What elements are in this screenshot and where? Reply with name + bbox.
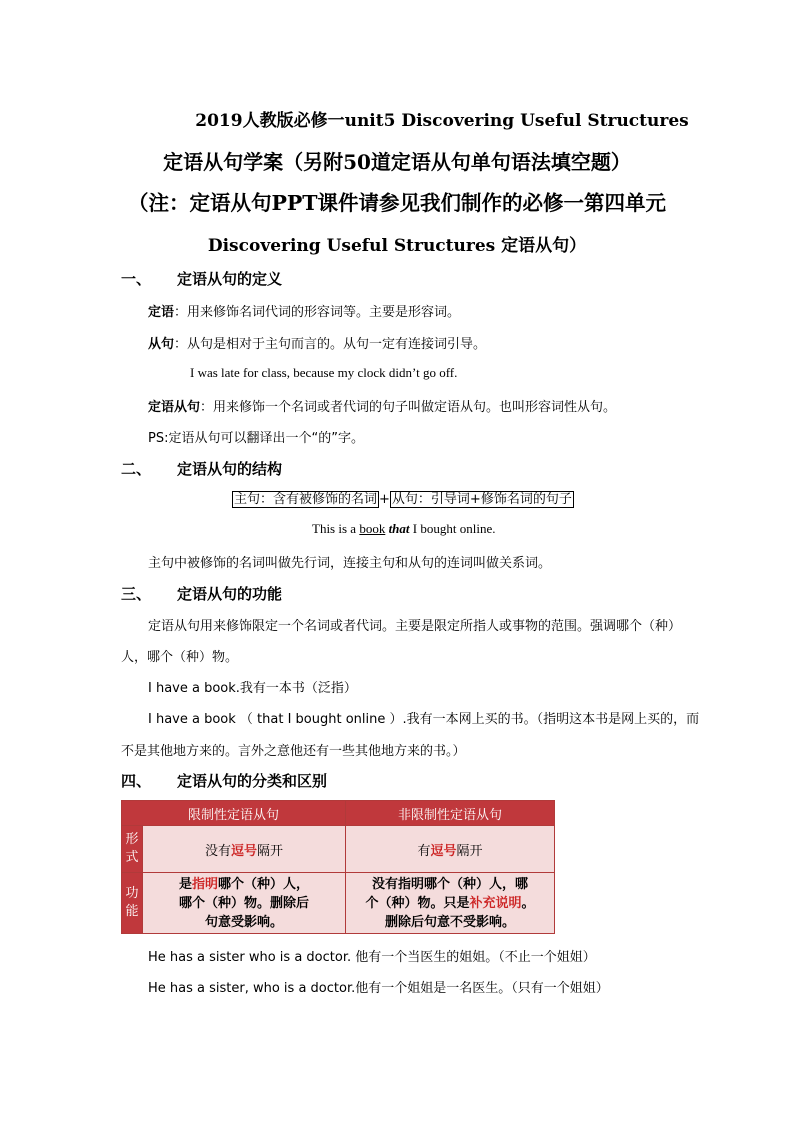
- header-restrictive: 限制性定语从句: [122, 801, 346, 826]
- cell-text: 隔开: [257, 843, 284, 859]
- cell-text: 没有指明哪个（种）人，哪: [371, 876, 528, 892]
- ex-pre: This is a: [312, 521, 360, 536]
- row-label-function: 功能: [122, 873, 143, 934]
- cell-text: 哪个（种）物。删除后: [178, 895, 309, 911]
- section3-example2-line1: I have a book （ that I bought online ）.我有一本网上买的书。（指明这本书是网上买的，而: [148, 712, 700, 727]
- cell-nonrestrictive-form: [346, 826, 555, 873]
- cell-lines: [347, 875, 553, 932]
- def-dingyucongju-text: ：用来修饰一个名词或者代词的句子叫做定语从句。也叫形容词性从句。: [200, 400, 617, 415]
- cell-nonrestrictive-function: [346, 873, 555, 934]
- cell-restrictive-function: [143, 873, 346, 934]
- highlight-comma: 逗号: [430, 843, 457, 859]
- section3-example1: I have a book.我有一本书（泛指）: [148, 681, 357, 696]
- section4-example2: He has a sister, who is a doctor.他有一个姐姐是一名医生。（只有一个姐姐）: [148, 981, 609, 996]
- main-clause-box: 主句：含有被修饰的名词: [234, 492, 378, 507]
- section1-def-dingyucongju: [148, 396, 616, 415]
- def-dingyu-text: ：用来修饰名词代词的形容词等。主要是形容词。: [174, 305, 461, 320]
- section1-ps: PS:定语从句可以翻译出一个“的”字。: [148, 431, 364, 446]
- cell-text: 有: [417, 843, 431, 859]
- term-dingyucongju: 定语从句: [148, 400, 201, 415]
- section2-example: [312, 521, 495, 537]
- highlight-supplement: 补充说明: [469, 895, 522, 911]
- cell-text: 。: [521, 895, 535, 911]
- section3-example2-line2: 不是其他地方来的。言外之意他还有一些其他地方来的书。）: [121, 744, 466, 759]
- section1-example: I was late for class, because my clock didn’t go off.: [190, 365, 458, 380]
- section1-title: 定语从句的定义: [177, 270, 283, 288]
- section1-number: 一、: [121, 270, 152, 288]
- cell-text: 句意受影响。: [204, 914, 283, 930]
- comparison-table: [121, 800, 555, 934]
- section1-def-congju: [148, 333, 486, 352]
- table-header-row: [122, 801, 555, 826]
- section1-def-dingyu: [148, 301, 460, 320]
- section3-title: 定语从句的功能: [177, 585, 283, 603]
- sub-clause-box: 从句：引导词+修饰名词的句子: [391, 492, 572, 507]
- cell-text: 没有: [204, 843, 231, 859]
- row-label-form: 形式: [122, 826, 143, 873]
- section1-heading: [121, 268, 282, 289]
- section2-title: 定语从句的结构: [177, 460, 283, 478]
- section3-para-line1: 定语从句用来修饰限定一个名词或者代词。主要是限定所指人或事物的范围。强调哪个（种）: [148, 619, 682, 634]
- ex-post: I bought online.: [409, 521, 496, 536]
- cell-text: 删除后句意不受影响。: [384, 914, 515, 930]
- cell-text: 哪个（种）人，: [218, 876, 310, 892]
- section4-heading: [121, 770, 327, 791]
- section3-para-line2: 人，哪个（种）物。: [121, 650, 239, 665]
- cell-lines: [144, 875, 344, 932]
- def-congju-text: ：从句是相对于主句而言的。从句一定有连接词引导。: [174, 337, 487, 352]
- section4-title: 定语从句的分类和区别: [177, 772, 328, 790]
- term-dingyu: 定语: [148, 305, 175, 320]
- section3-heading: [121, 583, 282, 604]
- cell-text: 是: [178, 876, 192, 892]
- section3-number: 三、: [121, 585, 152, 603]
- term-congju: 从句: [148, 337, 175, 352]
- section2-heading: [121, 458, 282, 479]
- structure-formula: [232, 488, 574, 507]
- section2-number: 二、: [121, 460, 152, 478]
- section4-example1: He has a sister who is a doctor. 他有一个当医生的姐姐。（不止一个姐姐）: [148, 950, 596, 965]
- relative-word: that: [388, 521, 410, 536]
- cell-restrictive-form: [143, 826, 346, 873]
- header-nonrestrictive: 非限制性定语从句: [346, 801, 555, 826]
- table-row: [122, 873, 555, 934]
- antecedent: book: [359, 521, 386, 536]
- highlight-comma: 逗号: [230, 843, 257, 859]
- section4-number: 四、: [121, 772, 152, 790]
- table-row: [122, 826, 555, 873]
- doc-title-line3: （注：定语从句PPT课件请参见我们制作的必修一第四单元: [127, 191, 667, 215]
- cell-text: 个（种）物。只是: [365, 895, 470, 911]
- section2-note: 主句中被修饰的名词叫做先行词，连接主句和从句的连词叫做关系词。: [148, 556, 552, 571]
- cell-text: 隔开: [456, 843, 483, 859]
- doc-title-line1: 2019人教版必修一unit5 Discovering Useful Structures: [195, 111, 689, 131]
- plus-sign: +: [379, 492, 390, 507]
- highlight-specify: 指明: [191, 876, 218, 892]
- doc-title-line4: Discovering Useful Structures 定语从句）: [207, 236, 587, 256]
- doc-title-line2: 定语从句学案（另附50道定语从句单句语法填空题）: [163, 150, 631, 174]
